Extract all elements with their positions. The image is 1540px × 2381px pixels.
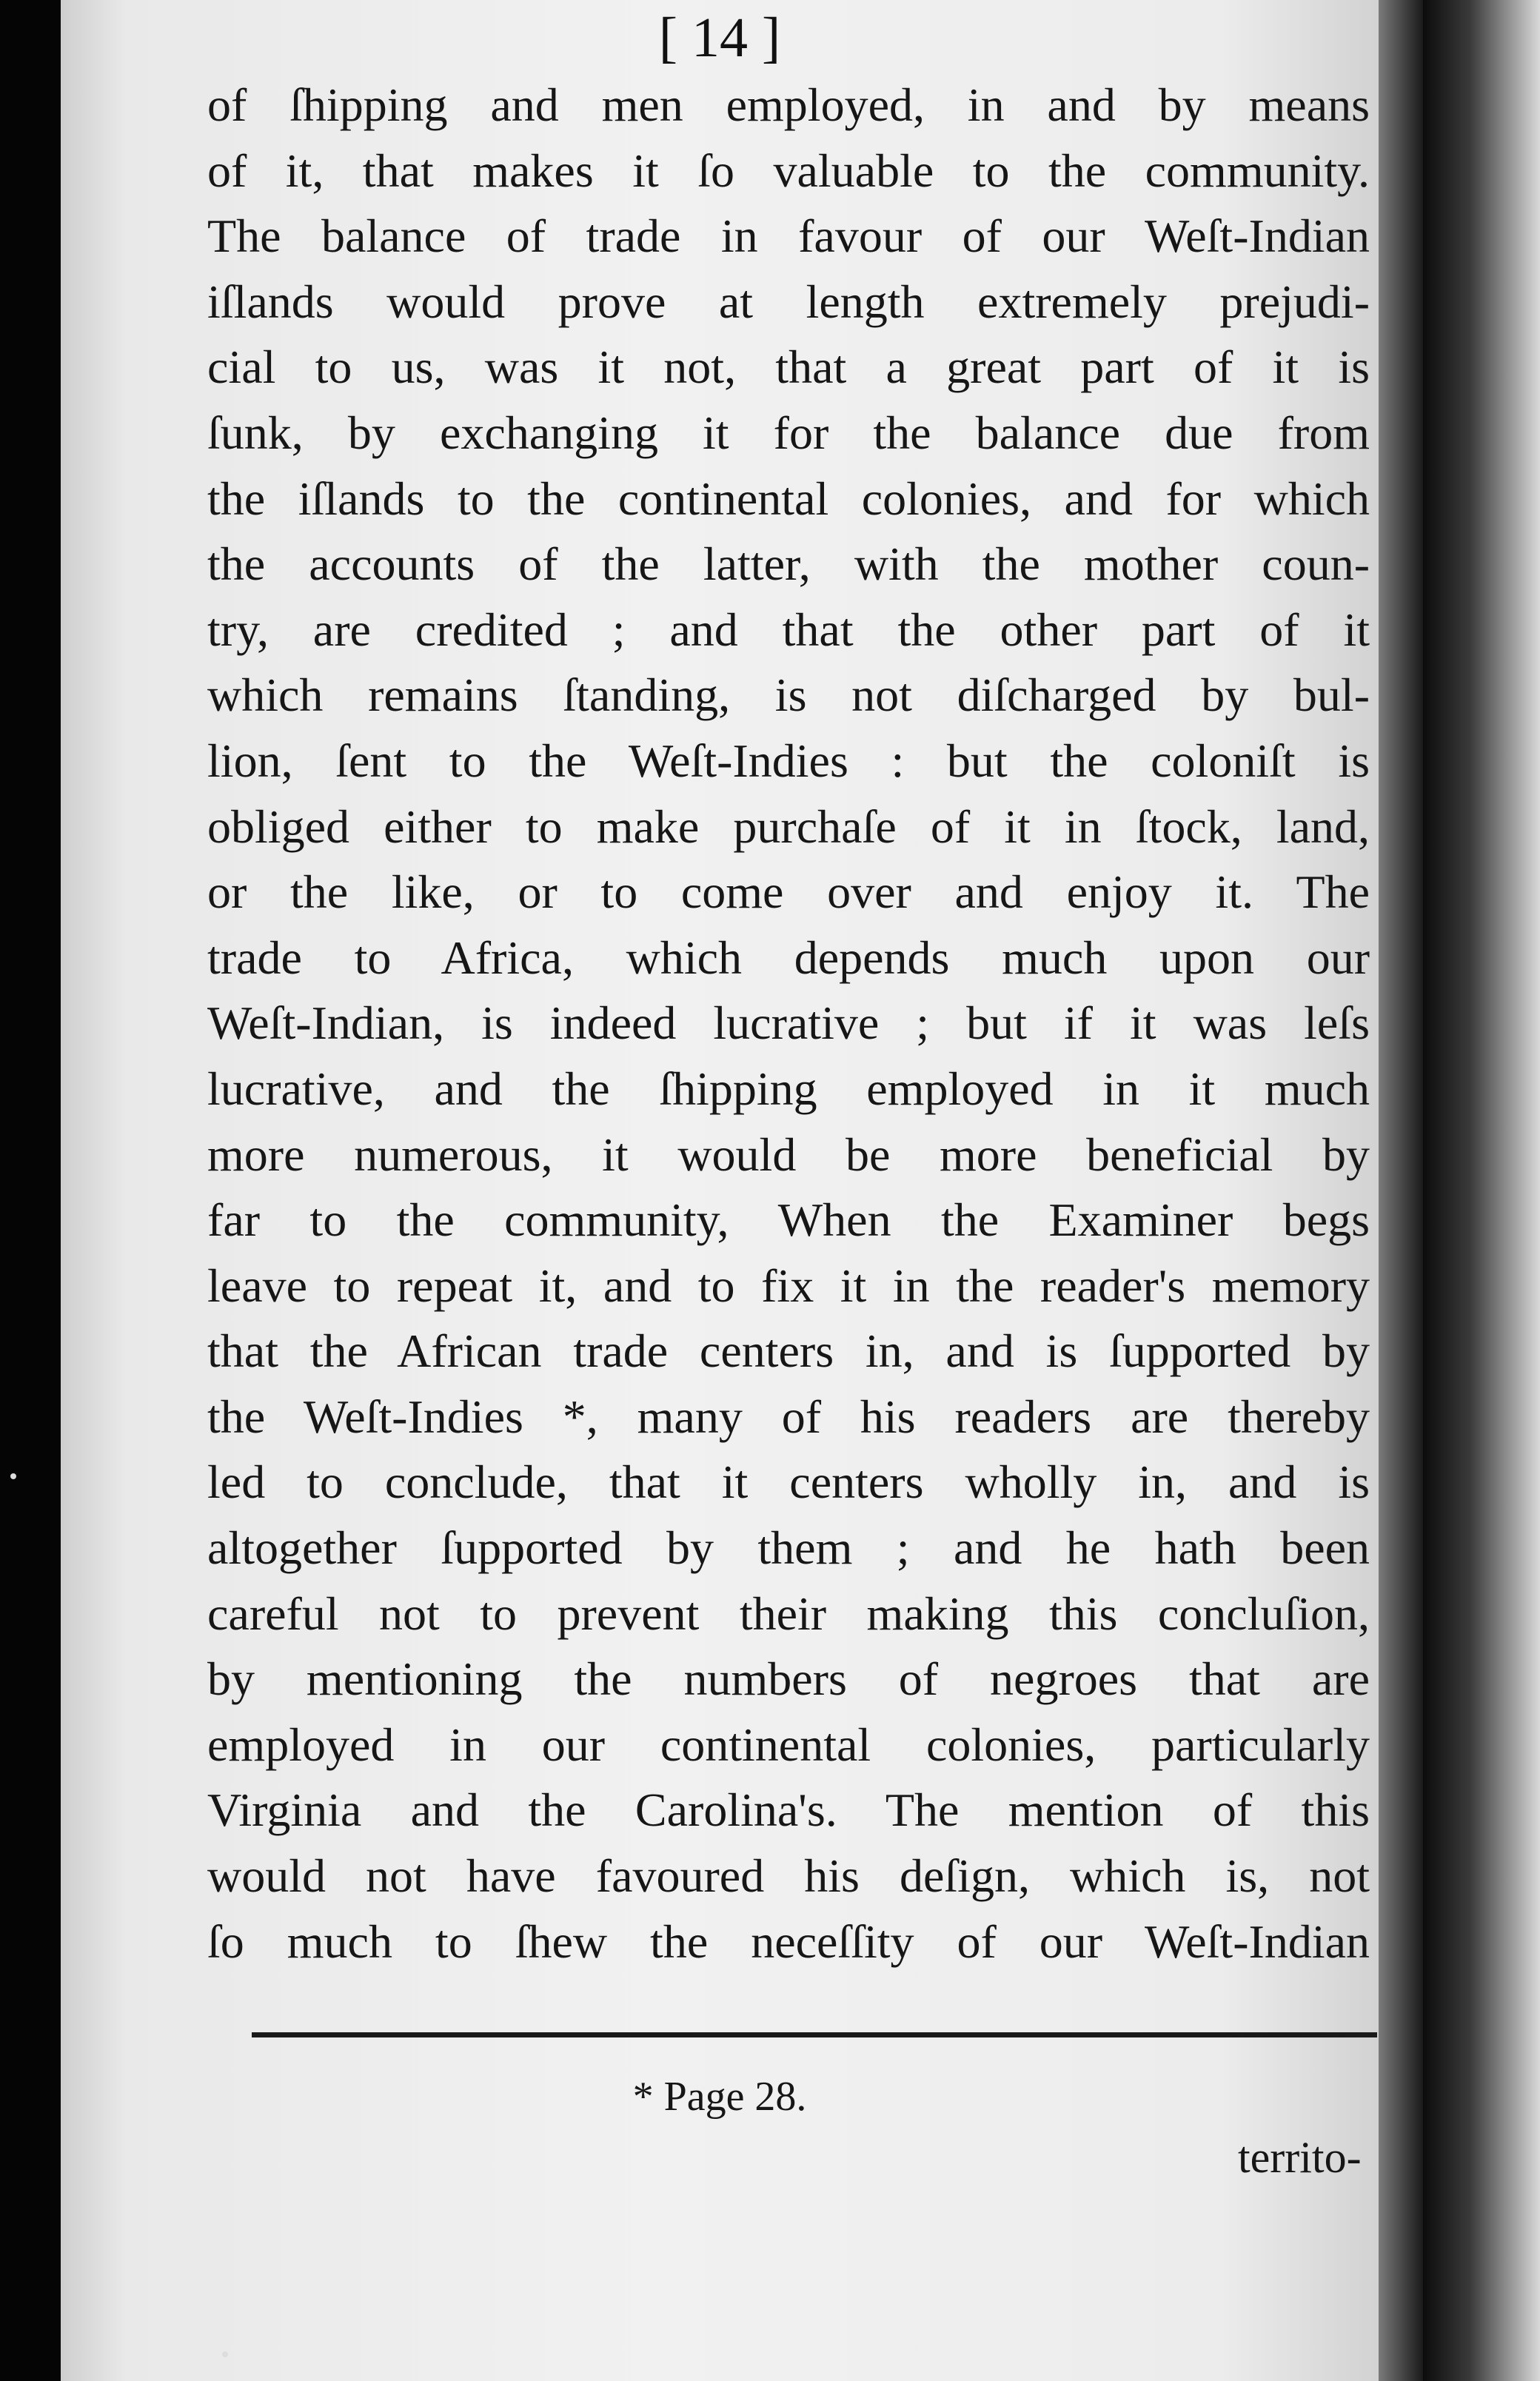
text-line: more numerous, it would be more beneficial by bbox=[207, 1128, 1370, 1181]
text-line: iſlands would prove at length extremely prejudi- bbox=[207, 275, 1370, 328]
text-line: employed in our continental colonies, particularly bbox=[207, 1718, 1370, 1771]
catchword: territo- bbox=[1238, 2133, 1362, 2182]
adjacent-page-edge bbox=[1423, 0, 1540, 2381]
text-line: lion, ſent to the Weſt-Indies : but the coloniſt is bbox=[207, 734, 1370, 787]
text-line: lucrative, and the ſhipping employed in it much bbox=[207, 1062, 1370, 1115]
body-text bbox=[207, 73, 1370, 1975]
scan-speck bbox=[222, 2351, 228, 2357]
text-line: of it, that makes it ſo valuable to the community. bbox=[207, 144, 1370, 197]
text-line: of ſhipping and men employed, in and by means bbox=[207, 78, 1370, 131]
text-line: careful not to prevent their making this concluſion, bbox=[207, 1587, 1370, 1640]
page-gutter bbox=[1379, 0, 1423, 2381]
text-line: led to conclude, that it centers wholly in, and is bbox=[207, 1456, 1370, 1509]
text-line: Virginia and the Carolina's. The mention of this bbox=[207, 1784, 1370, 1837]
text-line: Weſt-Indian, is indeed lucrative ; but if it was leſs bbox=[207, 997, 1370, 1050]
text-line: leave to repeat it, and to fix it in the reader's memory bbox=[207, 1259, 1370, 1312]
page-number-header: [ 14 ] bbox=[658, 7, 781, 69]
text-line: by mentioning the numbers of negroes that are bbox=[207, 1652, 1370, 1706]
text-line: The balance of trade in favour of our Weſt-Indian bbox=[207, 210, 1370, 263]
text-line: ſo much to ſhew the neceſſity of our Weſt-Indian bbox=[207, 1915, 1370, 1968]
text-line: the iſlands to the continental colonies, and for which bbox=[207, 472, 1370, 525]
footnote-rule bbox=[252, 2032, 1377, 2037]
text-line: trade to Africa, which depends much upon our bbox=[207, 931, 1370, 984]
text-line: the accounts of the latter, with the mother coun- bbox=[207, 538, 1370, 591]
text-line: try, are credited ; and that the other part of it bbox=[207, 603, 1370, 656]
book-page bbox=[61, 0, 1379, 2381]
text-line: the Weſt-Indies *, many of his readers are thereby bbox=[207, 1390, 1370, 1443]
text-line: ſunk, by exchanging it for the balance due from bbox=[207, 406, 1370, 459]
text-line: cial to us, was it not, that a great part of it is bbox=[207, 341, 1370, 394]
text-line: obliged either to make purchaſe of it in ſtock, land, bbox=[207, 800, 1370, 853]
text-line: which remains ſtanding, is not diſcharged by bul- bbox=[207, 669, 1370, 722]
footnote: * Page 28. bbox=[632, 2074, 807, 2120]
text-line: that the African trade centers in, and is ſupported by bbox=[207, 1325, 1370, 1378]
text-line: or the like, or to come over and enjoy it. The bbox=[207, 865, 1370, 919]
text-line: would not have favoured his deſign, which is, not bbox=[207, 1849, 1370, 1903]
text-line: far to the community, When the Examiner begs bbox=[207, 1193, 1370, 1247]
text-line: altogether ſupported by them ; and he hath been bbox=[207, 1521, 1370, 1575]
scan-speck bbox=[10, 1473, 16, 1479]
